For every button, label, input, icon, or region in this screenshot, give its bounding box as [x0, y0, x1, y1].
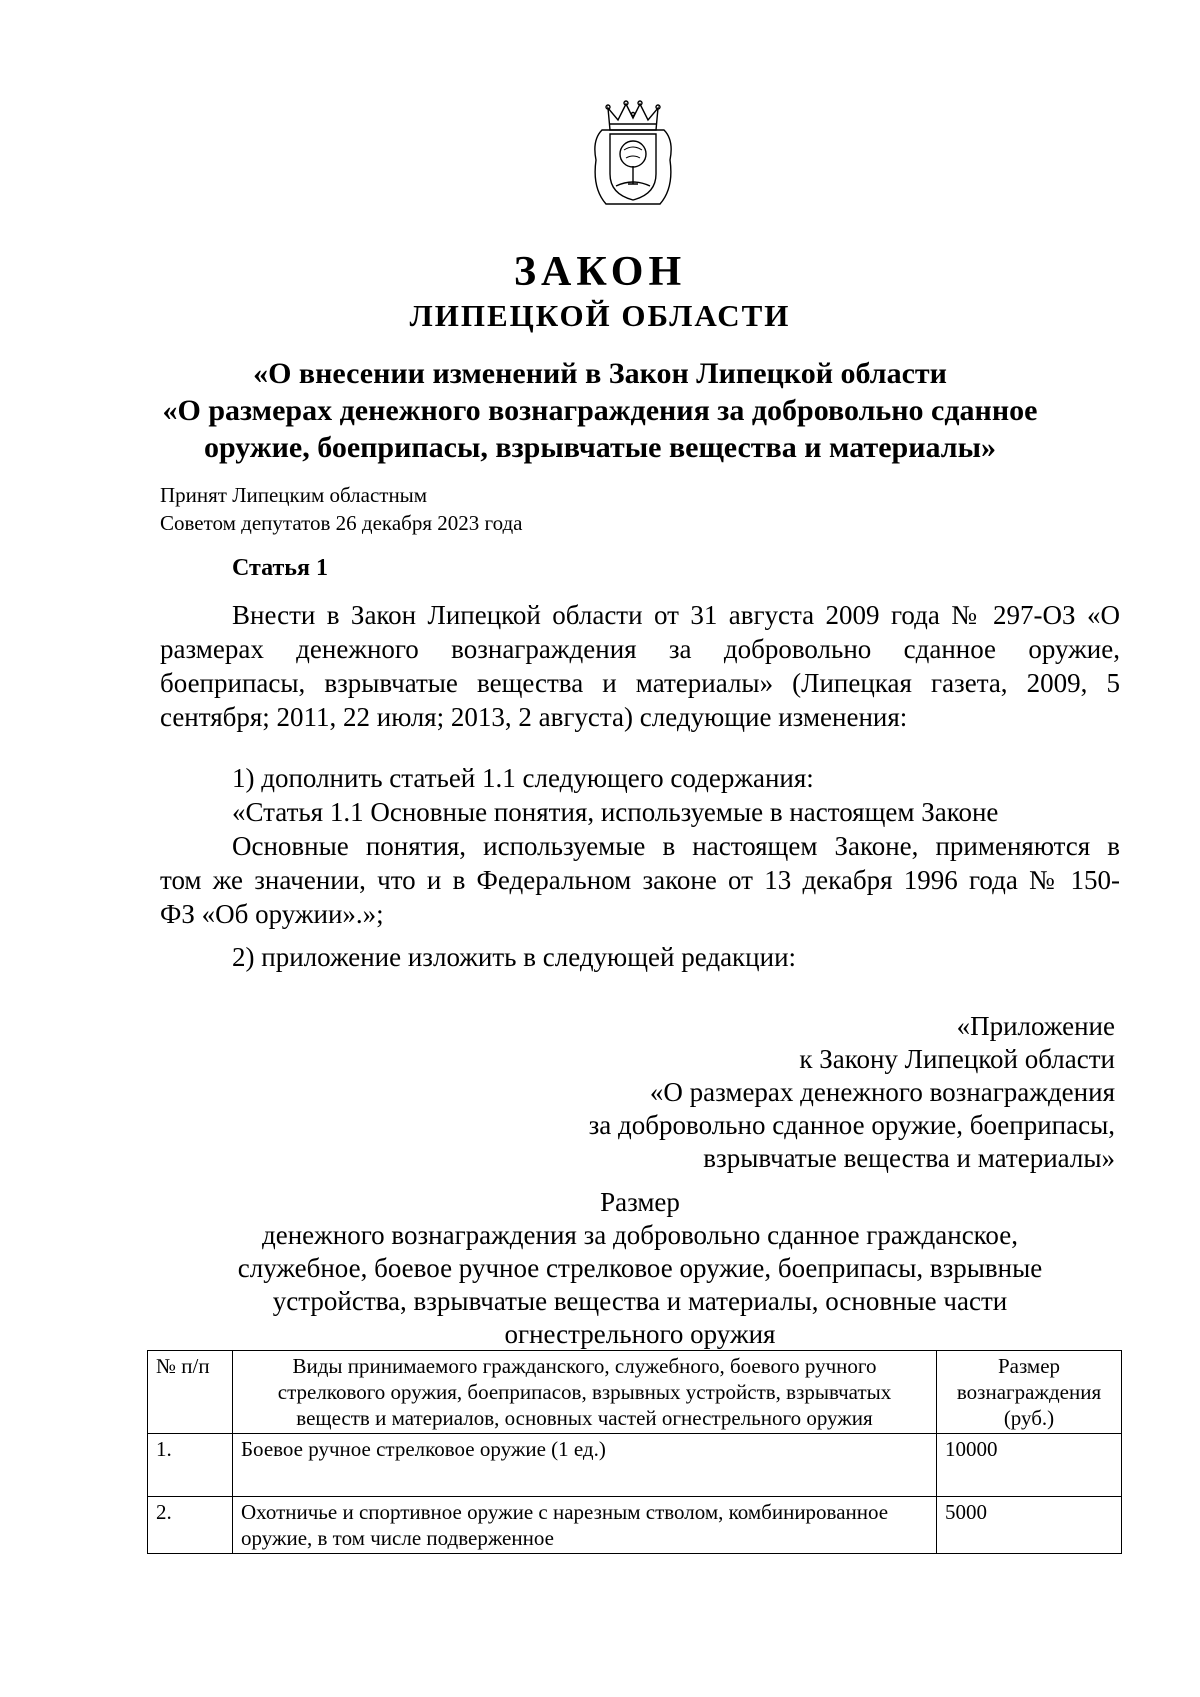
- appendix-line: взрывчатые вещества и материалы»: [703, 1143, 1115, 1173]
- paragraph-line: размерах денежного вознаграждения за добровольно сданное оружие,: [160, 634, 1120, 664]
- rewards-table: [147, 1350, 1122, 1554]
- appendix-line: к Закону Липецкой области: [799, 1044, 1115, 1074]
- adoption-line: Принят Липецким областным: [160, 483, 428, 507]
- appendix-line: за добровольно сданное оружие, боеприпасы,: [588, 1110, 1115, 1140]
- paragraph-line: 2) приложение изложить в следующей редакции:: [232, 942, 797, 972]
- table-title-line: денежного вознаграждения за добровольно сданное гражданское,: [262, 1220, 1018, 1250]
- article-heading: Статья 1: [232, 555, 328, 581]
- table-title-line: устройства, взрывчатые вещества и материалы, основные части: [272, 1286, 1008, 1316]
- table-title: [0, 1186, 1200, 1351]
- table-title-line: служебное, боевое ручное стрелковое оружие, боеприпасы, взрывные: [237, 1253, 1043, 1283]
- paragraph-amendment-intro: [160, 598, 1120, 734]
- cell-num: 1.: [148, 1434, 233, 1497]
- table-row: [148, 1497, 1122, 1554]
- header-kind: Виды принимаемого гражданского, служебного, боевого ручного стрелкового оружия, боеприпасов, взрывных устройств, взрывчатых веществ и материалов, основных частей огнестрельного оружия: [233, 1351, 937, 1434]
- law-name-line: «О внесении изменений в Закон Липецкой области: [253, 357, 947, 390]
- adoption-info: [160, 481, 522, 537]
- law-name-line: «О размерах денежного вознаграждения за добровольно сданное: [162, 394, 1038, 427]
- paragraph-item-1: [160, 761, 1120, 931]
- document-title: ЗАКОН: [513, 249, 687, 295]
- law-name-line: оружие, боеприпасы, взрывчатые вещества и материалы»: [203, 431, 997, 464]
- table-row: [148, 1434, 1122, 1497]
- paragraph-line: боеприпасы, взрывчатые вещества и материалы» (Липецкая газета, 2009, 5: [160, 668, 1120, 698]
- paragraph-line: сентября; 2011, 22 июля; 2013, 2 августа) следующие изменения:: [160, 702, 908, 732]
- table-title-line: Размер: [600, 1187, 680, 1217]
- lipetsk-coat-of-arms-icon: [588, 100, 678, 212]
- paragraph-line: Внести в Закон Липецкой области от 31 августа 2009 года № 297-ОЗ «О: [232, 600, 1120, 630]
- cell-reward: 5000: [937, 1497, 1122, 1554]
- paragraph-line: ФЗ «Об оружии».»;: [160, 899, 384, 929]
- header-num: № п/п: [148, 1351, 233, 1434]
- table-header-row: [148, 1351, 1122, 1434]
- table-title-line: огнестрельного оружия: [504, 1319, 776, 1349]
- document-subtitle: ЛИПЕЦКОЙ ОБЛАСТИ: [409, 298, 791, 333]
- appendix-caption: [589, 1010, 1115, 1175]
- header-reward: Размер вознаграждения (руб.): [937, 1351, 1122, 1434]
- adoption-line: Советом депутатов 26 декабря 2023 года: [160, 511, 523, 535]
- cell-reward: 10000: [937, 1434, 1122, 1497]
- appendix-line: «О размерах денежного вознаграждения: [649, 1077, 1115, 1107]
- law-name: [120, 355, 1080, 466]
- paragraph-line: том же значении, что и в Федеральном законе от 13 декабря 1996 года № 150-: [160, 865, 1120, 895]
- paragraph-item-2: [160, 940, 1120, 974]
- paragraph-line: «Статья 1.1 Основные понятия, используемые в настоящем Законе: [232, 797, 999, 827]
- paragraph-line: Основные понятия, используемые в настоящем Законе, применяются в: [232, 831, 1120, 861]
- paragraph-line: 1) дополнить статьей 1.1 следующего содержания:: [232, 763, 814, 793]
- cell-kind: Охотничье и спортивное оружие с нарезным стволом, комбинированное оружие, в том числе подверженное: [233, 1497, 937, 1554]
- cell-kind: Боевое ручное стрелковое оружие (1 ед.): [233, 1434, 937, 1497]
- cell-num: 2.: [148, 1497, 233, 1554]
- appendix-line: «Приложение: [956, 1011, 1115, 1041]
